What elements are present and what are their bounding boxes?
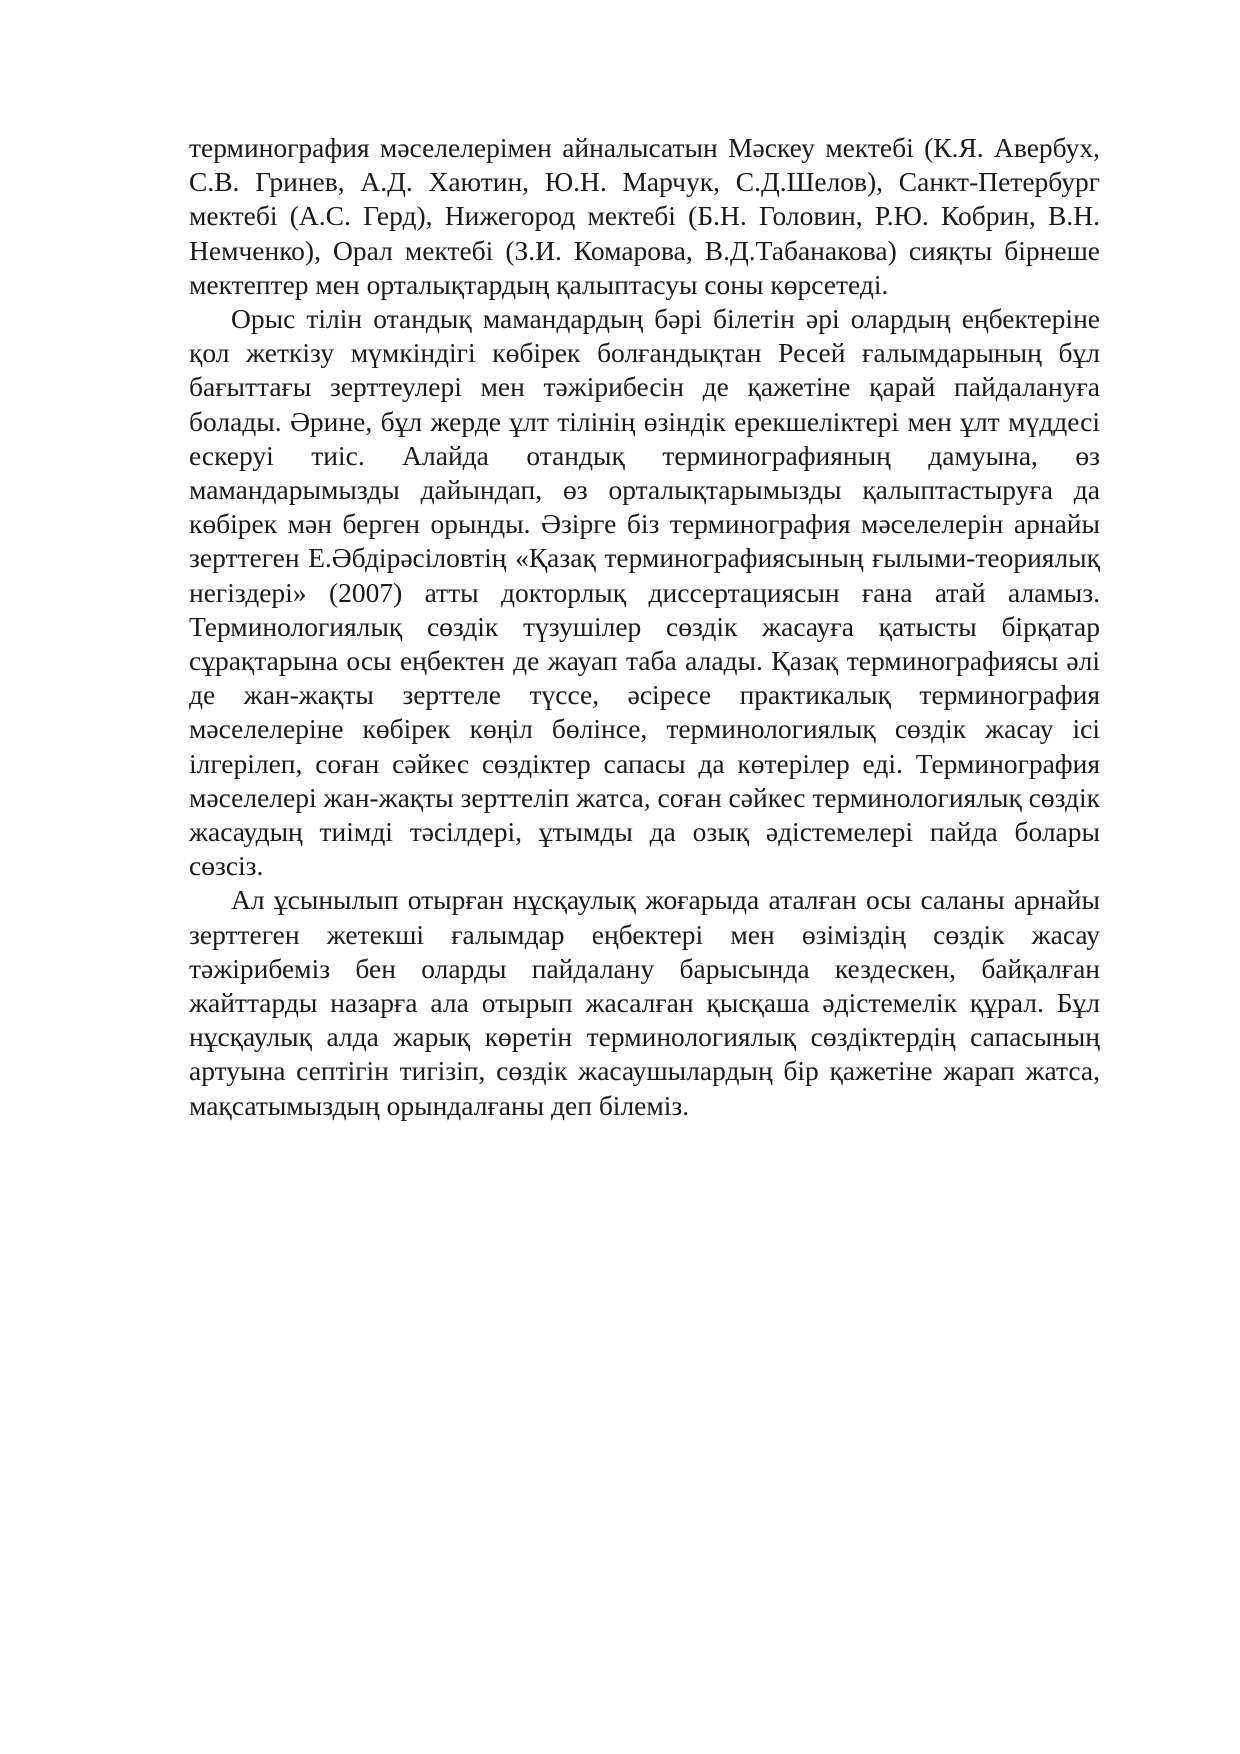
paragraph-continuation: терминография мәселелерімен айналысатын Мәскеу мектебі (К.Я. Авербух, С.В. Гринев, А.Д. Хаютин, Ю.Н. Марчук, С.Д.Шелов), Санкт-Петербург мектебі (А.С. Герд), Нижегород мектебі (Б.Н. Головин, Р.Ю. Кобрин, В.Н. Немченко), Орал мектебі (З.И. Комарова, В.Д.Табанакова) сияқты бірнеше мектептер мен орталықтардың қалыптасуы соны көрсетеді. xyxy=(189,132,1100,300)
document-body xyxy=(189,131,1100,1123)
paragraph-russian-scholarship: Орыс тілін отандық мамандардың бәрі білетін әрі олардың еңбектеріне қол жеткізу мүмкіндігі көбірек болғандықтан Ресей ғалымдарының бұл бағыттағы зерттеулері мен тәжірибесін де қажетіне қарай пайдалануға болады. Әрине, бұл жерде ұлт тілінің өзіндік ерекшеліктері мен ұлт мүддесі ескеруі тиіс. Алайда отандық терминографияның дамуына, өз мамандарымызды дайындап, өз орталықтарымызды қалыптастыруға да көбірек мән берген орынды. Әзірге біз терминография мәселелерін арнайы зерттеген Е.Әбдірәсіловтің «Қазақ терминографиясының ғылыми-теориялық негіздері» (2007) атты докторлық диссертациясын ғана атай аламыз. Терминологиялық сөздік түзушілер сөздік жасауға қатысты бірқатар сұрақтарына осы еңбектен де жауап таба алады. Қазақ терминографиясы әлі де жан-жақты зерттеле түссе, әсіресе практикалық терминография мәселелеріне көбірек көңіл бөлінсе, терминологиялық сөздік жасау ісі ілгерілеп, соған сәйкес сөздіктер сапасы да көтерілер еді. Терминография мәселелері жан-жақты зерттеліп жатса, соған сәйкес терминологиялық сөздік жасаудың тиімді тәсілдері, ұтымды да озық әдістемелері пайда болары сөзсіз. xyxy=(189,303,1100,882)
paragraph-guide-purpose: Ал ұсынылып отырған нұсқаулық жоғарыда аталған осы саланы арнайы зерттеген жетекші ғалымдар еңбектері мен өзіміздің сөздік жасау тәжірибеміз бен оларды пайдалану барысында кездескен, байқалған жайттарды назарға ала отырып жасалған қысқаша әдістемелік құрал. Бұл нұсқаулық алда жарық көретін терминологиялық сөздіктердің сапасының артуына септігін тигізіп, сөздік жасаушылардың бір қажетіне жарап жатса, мақсатымыздың орындалғаны деп білеміз. xyxy=(189,884,1100,1121)
